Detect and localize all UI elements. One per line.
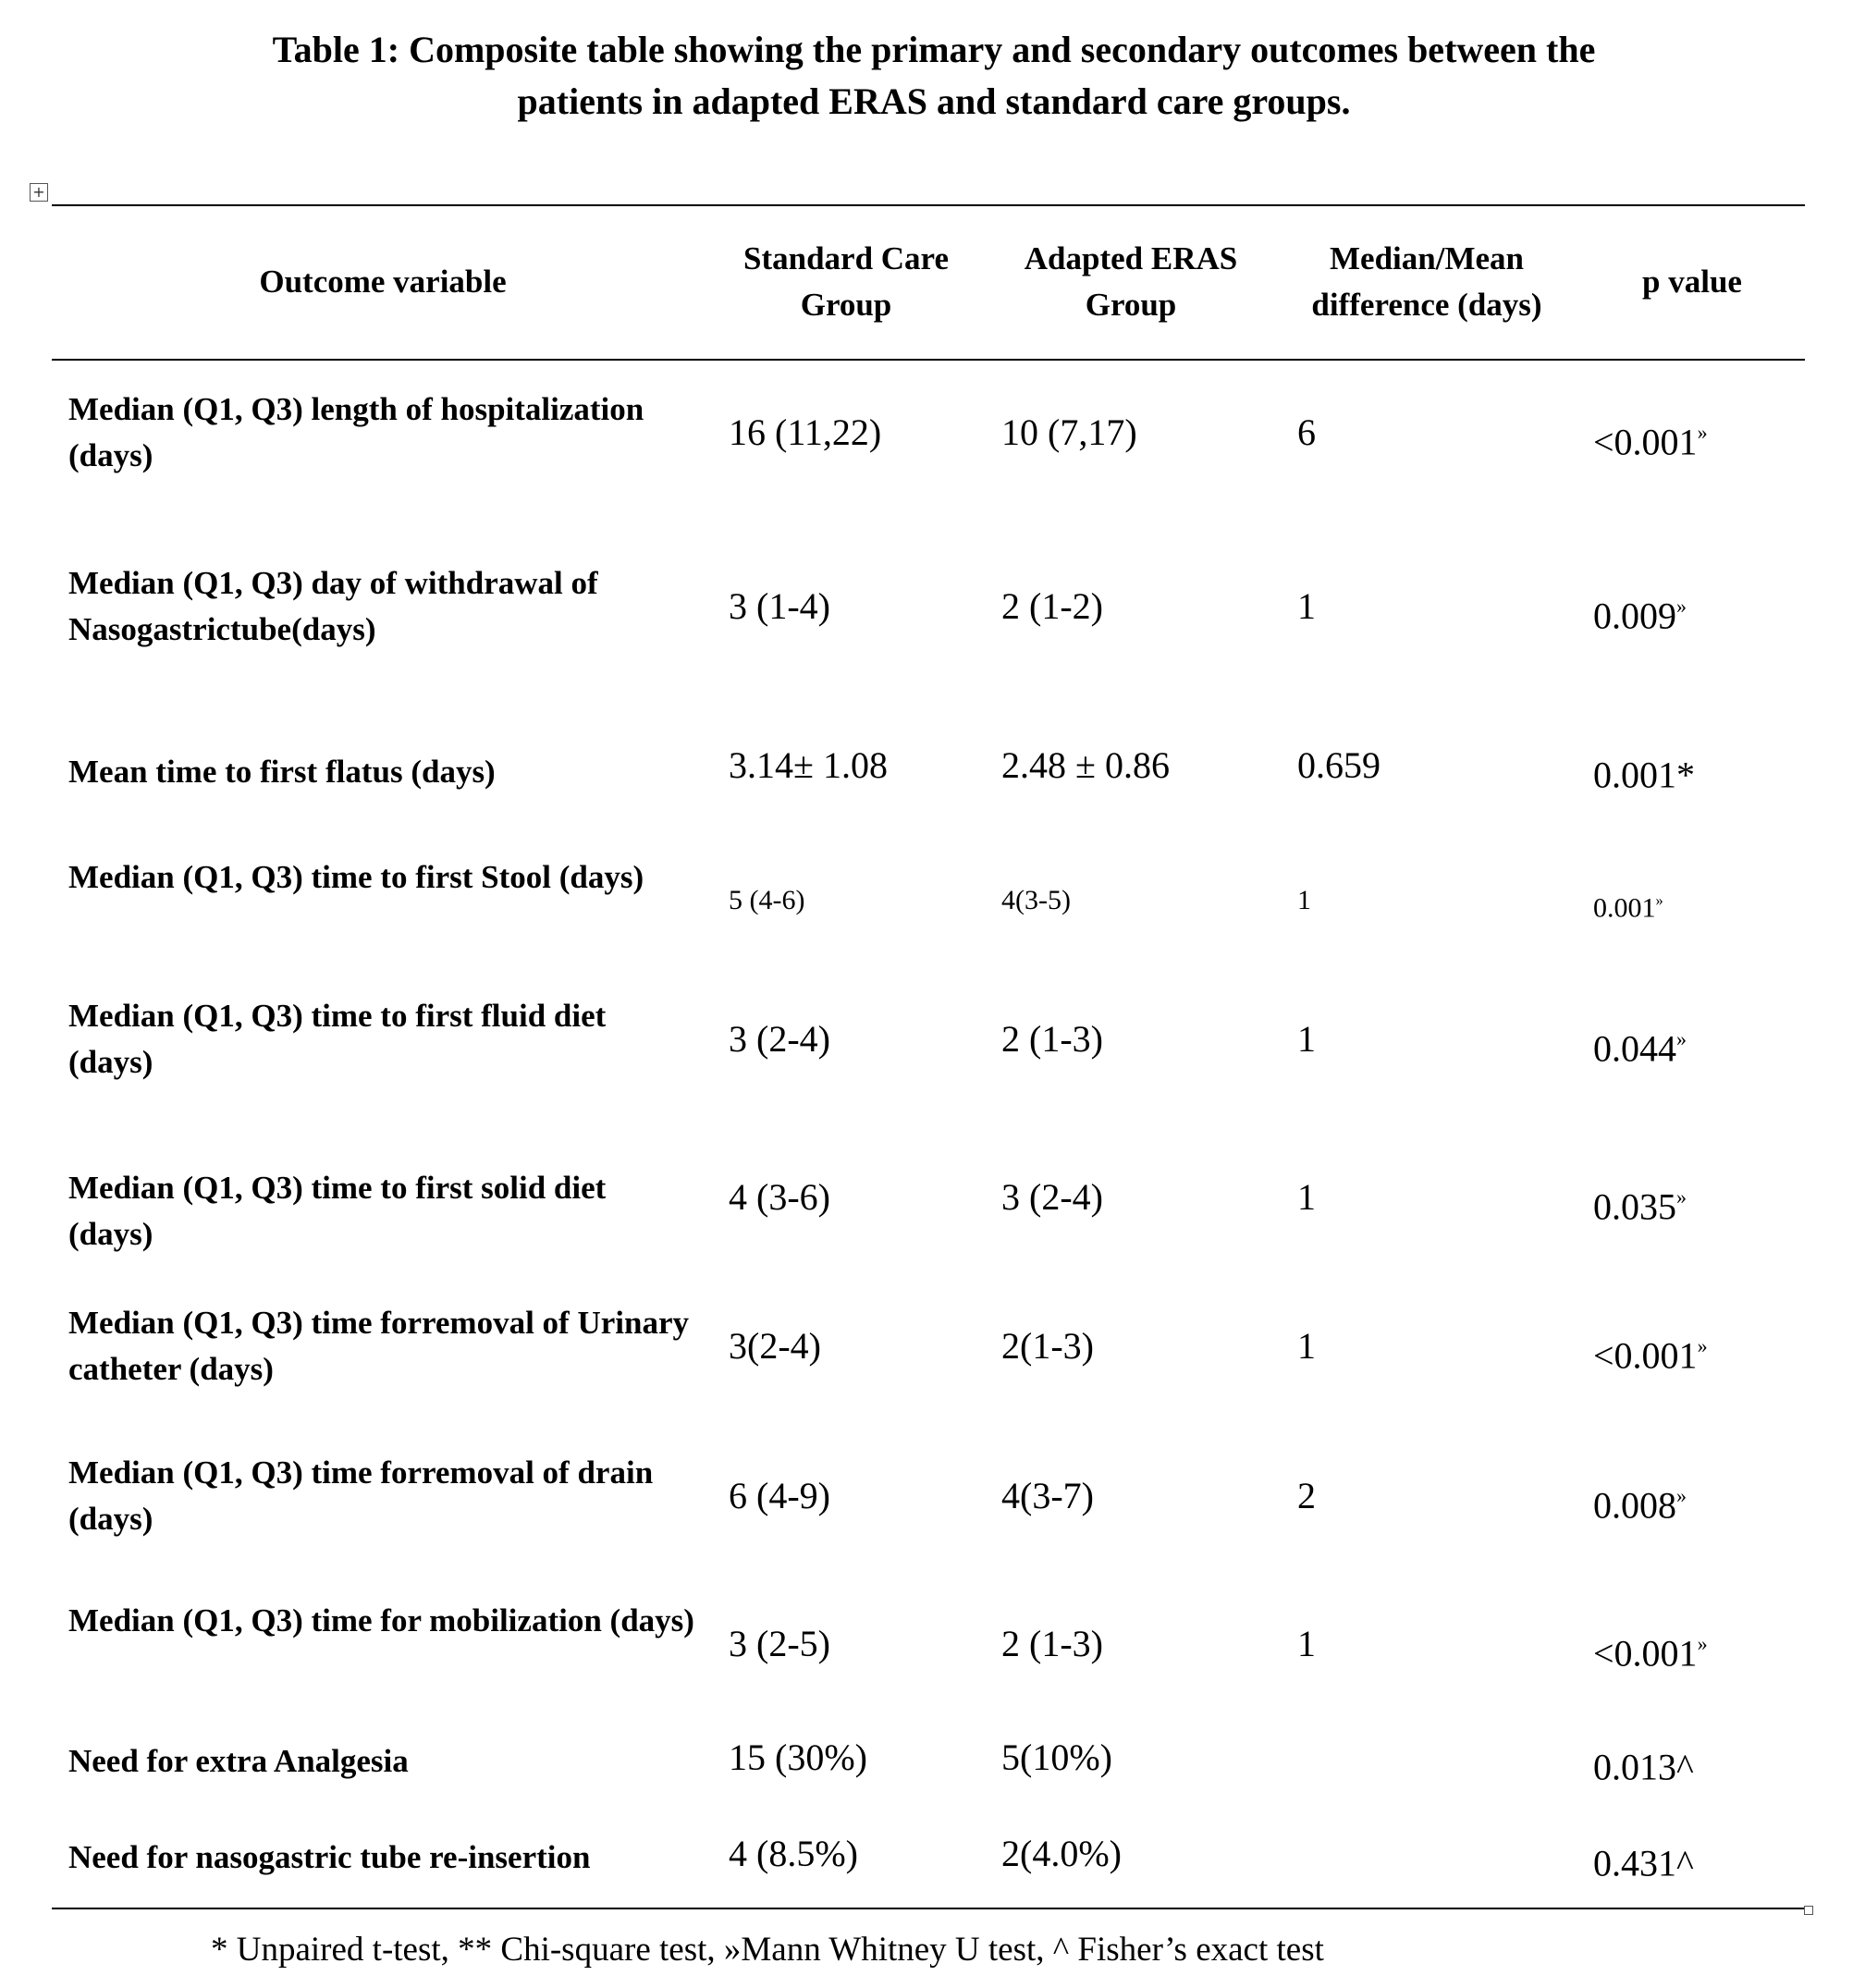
row-label: Mean time to first flatus (days) — [68, 754, 496, 790]
adapted-eras-value: 2 (1-3) — [1001, 1018, 1103, 1060]
p-value-number: 0.001 — [1593, 892, 1656, 924]
difference-value: 1 — [1297, 1325, 1316, 1367]
row-label: Median (Q1, Q3) time forremoval of drain (days) — [68, 1454, 654, 1537]
p-value-number: 0.431^ — [1593, 1842, 1694, 1884]
table-bottom-rule — [52, 1908, 1805, 1909]
test-marker: » — [1697, 1632, 1708, 1655]
table-title-line-1: Table 1: Composite table showing the primary and secondary outcomes between the — [272, 29, 1596, 70]
table-title-line-2: patients in adapted ERAS and standard care groups. — [517, 80, 1351, 122]
header-standard-care-line-1: Standard Care — [742, 240, 949, 276]
standard-care-value: 3.14± 1.08 — [729, 744, 888, 786]
row-label: Median (Q1, Q3) time forremoval of Urinary catheter (days) — [68, 1305, 689, 1387]
difference-value: 1 — [1297, 1623, 1316, 1664]
header-outcome-variable: Outcome variable — [259, 264, 507, 300]
row-label: Median (Q1, Q3) length of hospitalization (days) — [68, 391, 644, 473]
standard-care-value: 3 (1-4) — [729, 585, 830, 627]
adapted-eras-value: 4(3-7) — [1001, 1475, 1094, 1516]
p-value-number: 0.008 — [1593, 1484, 1676, 1527]
p-value — [1593, 1174, 1687, 1231]
test-marker: » — [1676, 595, 1687, 618]
header-standard-care-line-2: Group — [800, 287, 892, 323]
table-top-rule — [52, 204, 1805, 206]
standard-care-value: 3(2-4) — [729, 1325, 821, 1367]
p-value — [1593, 1831, 1694, 1887]
test-marker: » — [1676, 1027, 1687, 1050]
p-value-number: <0.001 — [1593, 421, 1698, 463]
standard-care-value: 3 (2-4) — [729, 1018, 830, 1060]
test-marker: » — [1697, 421, 1708, 444]
standard-care-value: 6 (4-9) — [729, 1475, 830, 1516]
adapted-eras-value: 10 (7,17) — [1001, 411, 1137, 453]
p-value-number: 0.044 — [1593, 1027, 1676, 1070]
p-value-number: <0.001 — [1593, 1334, 1698, 1377]
difference-value: 1 — [1297, 585, 1316, 627]
table-resize-handle[interactable] — [1804, 1906, 1813, 1915]
adapted-eras-value: 2 (1-3) — [1001, 1623, 1103, 1664]
header-adapted-eras-line-1: Adapted ERAS — [1024, 240, 1238, 276]
row-label: Median (Q1, Q3) time for mobilization (days) — [68, 1602, 694, 1638]
difference-value: 6 — [1297, 411, 1316, 453]
p-value-number: 0.013^ — [1593, 1746, 1694, 1788]
table-title — [0, 24, 1853, 128]
header-p-value: p value — [1642, 264, 1742, 300]
p-value — [1593, 1473, 1687, 1529]
header-difference-line-2: difference (days) — [1311, 287, 1542, 323]
difference-value: 1 — [1297, 1176, 1316, 1218]
standard-care-value: 4 (8.5%) — [729, 1833, 858, 1874]
test-marker: » — [1676, 1185, 1687, 1209]
test-marker: » — [1655, 891, 1663, 909]
standard-care-value: 5 (4-6) — [729, 885, 805, 915]
difference-value: 1 — [1297, 1018, 1316, 1060]
row-label: Median (Q1, Q3) day of withdrawal of Nasogastrictube(days) — [68, 565, 598, 647]
p-value-number: 0.001* — [1593, 754, 1695, 796]
standard-care-value: 16 (11,22) — [729, 411, 882, 453]
test-marker: » — [1697, 1334, 1708, 1357]
adapted-eras-value: 3 (2-4) — [1001, 1176, 1103, 1218]
header-standard-care — [717, 236, 976, 328]
standard-care-value: 3 (2-5) — [729, 1623, 830, 1664]
difference-value: 2 — [1297, 1475, 1316, 1516]
test-marker: » — [1676, 1484, 1687, 1507]
row-label: Median (Q1, Q3) time to first fluid diet (days) — [68, 998, 607, 1080]
p-value — [1593, 1323, 1708, 1380]
header-adapted-eras — [1001, 236, 1260, 328]
move-cross-icon[interactable]: + — [30, 183, 48, 202]
table-footnote: * Unpaired t-test, ** Chi-square test, »Mann Whitney U test, ^ Fisher’s exact test — [211, 1931, 1324, 1969]
p-value — [1593, 1016, 1687, 1073]
row-label: Median (Q1, Q3) time to first Stool (days) — [68, 859, 644, 895]
header-adapted-eras-line-2: Group — [1085, 287, 1177, 323]
p-value-number: <0.001 — [1593, 1632, 1698, 1675]
p-value — [1593, 742, 1695, 799]
adapted-eras-value: 2(4.0%) — [1001, 1833, 1122, 1874]
p-value — [1593, 410, 1708, 466]
table-header-rule — [52, 359, 1805, 361]
adapted-eras-value: 4(3-5) — [1001, 885, 1071, 915]
adapted-eras-value: 2(1-3) — [1001, 1325, 1094, 1367]
row-label: Need for nasogastric tube re-insertion — [68, 1839, 591, 1875]
standard-care-value: 15 (30%) — [729, 1736, 867, 1778]
p-value-number: 0.009 — [1593, 595, 1676, 637]
difference-value: 1 — [1297, 885, 1311, 915]
p-value — [1593, 583, 1687, 640]
p-value — [1593, 1621, 1708, 1677]
p-value-number: 0.035 — [1593, 1185, 1676, 1228]
adapted-eras-value: 2.48 ± 0.86 — [1001, 744, 1170, 786]
row-label: Need for extra Analgesia — [68, 1743, 409, 1779]
header-difference-line-1: Median/Mean — [1330, 240, 1524, 276]
header-median-mean-difference — [1288, 236, 1565, 328]
p-value — [1593, 877, 1663, 931]
adapted-eras-value: 5(10%) — [1001, 1736, 1112, 1778]
difference-value: 0.659 — [1297, 744, 1381, 786]
p-value — [1593, 1735, 1694, 1791]
standard-care-value: 4 (3-6) — [729, 1176, 830, 1218]
adapted-eras-value: 2 (1-2) — [1001, 585, 1103, 627]
row-label: Median (Q1, Q3) time to first solid diet (days) — [68, 1170, 607, 1252]
